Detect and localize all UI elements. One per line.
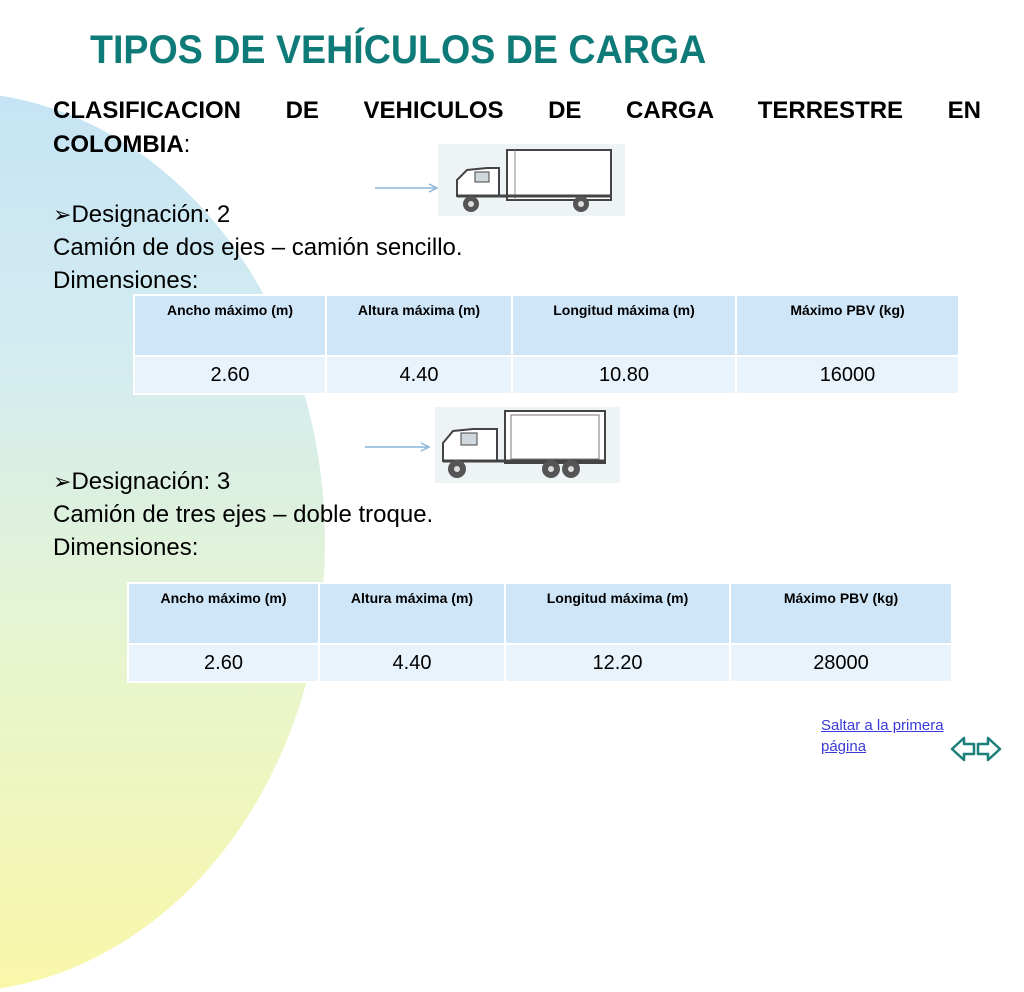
value-height: 4.40 [320, 645, 504, 681]
table-row [129, 645, 951, 681]
bullet-arrow-icon: ➢ [53, 202, 72, 227]
first-page-link-line2: página [821, 738, 867, 755]
table-row [135, 357, 958, 393]
value-max-weight: 16000 [737, 357, 958, 393]
value-length: 10.80 [513, 357, 735, 393]
value-max-weight: 28000 [731, 645, 951, 681]
header-width: Ancho máximo (m) [129, 584, 318, 643]
section-two-axle [53, 198, 463, 297]
dimensions-label-3: Dimensiones: [53, 534, 199, 561]
header-length: Longitud máxima (m) [513, 296, 735, 355]
dimensions-label-2: Dimensiones: [53, 267, 199, 294]
previous-arrow-icon[interactable] [952, 738, 974, 760]
designation-3: Designación: 3 [71, 468, 231, 495]
header-height: Altura máxima (m) [320, 584, 504, 643]
nav-arrows [950, 734, 1002, 764]
dimensions-table-3 [127, 582, 953, 683]
bullet-arrow-icon: ➢ [53, 469, 72, 494]
intro-heading-cont [53, 128, 190, 162]
truck-description-2: Camión de dos ejes – camión sencillo. [53, 234, 463, 261]
header-max-weight: Máximo PBV (kg) [737, 296, 958, 355]
value-height: 4.40 [327, 357, 511, 393]
first-page-link-line1: Saltar a la primera [821, 717, 944, 734]
dimensions-table-2 [133, 294, 960, 395]
header-length: Longitud máxima (m) [506, 584, 729, 643]
value-width: 2.60 [135, 357, 325, 393]
page-title: TIPOS DE VEHÍCULOS DE CARGA [90, 28, 707, 72]
header-max-weight: Máximo PBV (kg) [731, 584, 951, 643]
first-page-link[interactable] [821, 715, 971, 757]
next-arrow-icon[interactable] [978, 738, 1000, 760]
value-length: 12.20 [506, 645, 729, 681]
value-width: 2.60 [129, 645, 318, 681]
section-three-axle [53, 465, 433, 564]
intro-heading: CLASIFICACION DE VEHICULOS DE CARGA TERRESTRE EN [53, 97, 981, 124]
intro-colon: : [183, 131, 191, 158]
table-header-row [135, 296, 958, 355]
header-width: Ancho máximo (m) [135, 296, 325, 355]
designation-2: Designación: 2 [71, 201, 231, 228]
truck-description-3: Camión de tres ejes – doble troque. [53, 501, 434, 528]
table-header-row [129, 584, 951, 643]
header-height: Altura máxima (m) [327, 296, 511, 355]
intro-country: COLOMBIA [53, 131, 184, 158]
